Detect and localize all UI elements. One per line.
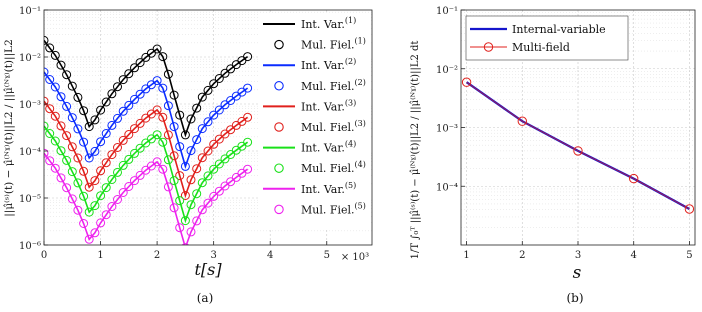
y-tick-label: 10⁻⁵ (18, 194, 41, 205)
y-tick-label: 10⁻³ (435, 123, 458, 135)
x-tick-label: 0 (40, 250, 48, 261)
legend-entry-superscript: (2) (344, 57, 357, 67)
y-axis-label-a: ||μ̂⁽ˢ⁾(t) − μ̂⁽ᴺˠ⁾(t)||L2 / ||μ̂⁽ᴺˠ⁾(t)||L2 (3, 39, 15, 217)
x-tick-label: 3 (210, 250, 217, 261)
x-tick-label: 5 (686, 250, 693, 261)
legend-entry-label: Multi-field (512, 41, 570, 54)
panel-a (3, 6, 372, 305)
legend-entry-name: Int. Var. (301, 100, 345, 114)
legend-entry-superscript: (3) (344, 98, 357, 108)
x-axis-label-a: t[s] (194, 260, 222, 279)
legend-entry-superscript: (1) (354, 36, 366, 46)
x-tick-label: 2 (153, 250, 161, 261)
x-tick-label: 4 (267, 250, 274, 261)
legend-entry-name: Mul. Fiel. (301, 121, 355, 134)
y-tick-label: 10⁻¹ (18, 6, 41, 17)
y-tick-label: 10⁻² (435, 64, 458, 76)
y-tick-label: 10⁻⁶ (18, 241, 41, 252)
x-tick-label: 2 (519, 250, 526, 261)
x-tick-label: 1 (97, 250, 104, 261)
y-tick-label: 10⁻⁴ (18, 147, 41, 158)
legend-entry-name: Mul. Fiel. (301, 38, 355, 52)
legend-entry-name: Int. Var. (301, 141, 345, 155)
legend-entry-name: Mul. Fiel. (301, 203, 355, 217)
legend-entry-superscript: (1) (344, 16, 357, 25)
x-tick-label: 3 (574, 250, 582, 261)
x-tick-label: 4 (630, 250, 637, 261)
legend-entry-superscript: (4) (344, 139, 357, 149)
legend-entry-name: Int. Var. (301, 182, 345, 196)
y-axis-label-b: 1/T ∫₀ᵀ ||μ̂⁽ˢ⁾(t) − μ̂⁽ᴺˠ⁾(t)||L2 / ||μ̂⁽ᴺˠ⁾(t)||L2 dt (410, 40, 421, 260)
legend-entry-name: Mul. Fiel. (301, 79, 355, 93)
legend-a (258, 14, 370, 229)
legend-b (466, 16, 628, 60)
panel-label-b: (b) (566, 291, 584, 305)
y-tick-label: 10⁻⁴ (435, 182, 458, 194)
legend-entry-label: Internal-variable (512, 23, 606, 36)
panel-b (410, 6, 695, 305)
legend-entry-superscript: (5) (344, 180, 357, 190)
y-tick-label: 10⁻² (18, 53, 41, 64)
x-tick-label: 5 (323, 250, 330, 261)
legend-entry-superscript: (5) (354, 201, 366, 211)
legend-entry-superscript: (4) (354, 160, 366, 170)
legend-entry-superscript: (3) (354, 119, 366, 128)
y-tick-label: 10⁻³ (18, 100, 41, 111)
legend-entry-name: Int. Var. (301, 59, 345, 73)
panel-label-a: (a) (196, 291, 214, 305)
legend-entry-name: Int. Var. (301, 18, 345, 31)
x-tick-label: 1 (463, 250, 470, 261)
y-tick-label: 10⁻¹ (435, 6, 458, 17)
legend-entry-superscript: (2) (354, 77, 366, 87)
x-multiplier-a: × 10³ (340, 252, 370, 263)
legend-entry-name: Mul. Fiel. (301, 162, 355, 176)
x-axis-label-b: s (572, 263, 582, 283)
